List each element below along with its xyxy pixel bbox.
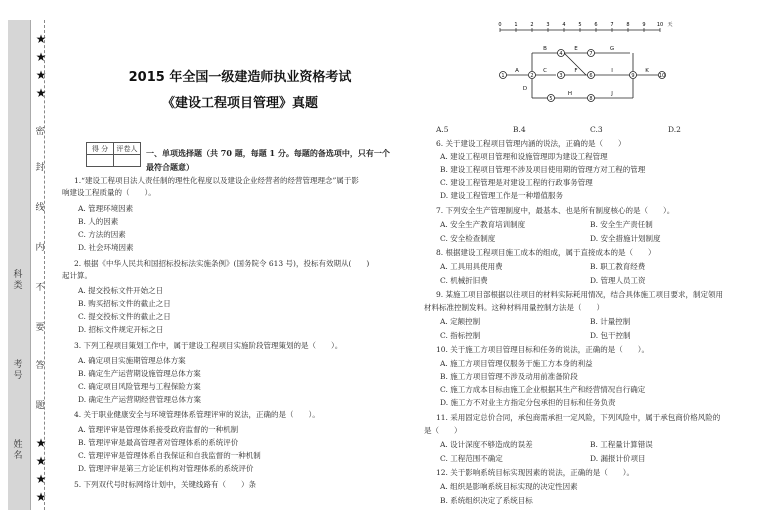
question-8-option[interactable]: B. 职工教育经费	[590, 262, 646, 271]
question-7-option[interactable]: D. 安全措施计划制度	[590, 234, 661, 243]
node-label: 4	[559, 51, 563, 57]
activity-label: B	[543, 46, 547, 52]
seal-char: 答	[35, 361, 45, 371]
node-label: 3	[559, 73, 563, 79]
question-1-option[interactable]: C. 方法的因素	[78, 230, 126, 239]
seal-char: 线	[35, 203, 45, 213]
activity-label: I	[611, 68, 613, 74]
question-10-option[interactable]: B. 施工方项目管理不涉及动用前准备阶段	[440, 372, 578, 381]
question-9-stem-cont: 材料标准控制发料。这种材料用量控制方法是（ ）	[424, 303, 604, 312]
time-scale-label: 10	[656, 22, 664, 28]
star-column-top: ★ ★ ★ ★	[35, 32, 47, 100]
time-scale-label: 3	[546, 22, 550, 28]
page-title: 2015 年全国一级建造师执业资格考试	[128, 70, 352, 85]
question-4-option[interactable]: C. 管理评审是管理体系自我保证和自我监督的一种机制	[78, 451, 261, 460]
activity-label: F	[574, 68, 578, 74]
activity-label: C	[543, 68, 547, 74]
time-scale-label: 8	[626, 22, 630, 28]
score-label: 得 分	[87, 143, 114, 155]
question-7-option[interactable]: C. 安全检查制度	[440, 234, 496, 243]
question-1-option[interactable]: A. 管理环境因素	[78, 204, 134, 213]
time-scale-label: 6	[594, 22, 598, 28]
question-10-option[interactable]: A. 施工方项目管理仅服务于施工方本身的利益	[440, 359, 593, 368]
time-scale-label: 0	[498, 22, 502, 28]
network-diagram	[490, 20, 690, 120]
grader-cell[interactable]	[114, 155, 141, 167]
question-8-option[interactable]: A. 工具用具使用费	[440, 262, 503, 271]
question-5-option[interactable]: B.4	[513, 125, 526, 134]
question-5-option[interactable]: C.3	[590, 125, 603, 134]
seal-char: 内	[35, 243, 45, 253]
question-9-option[interactable]: C. 指标控制	[440, 331, 481, 340]
seal-char: 密	[35, 127, 45, 137]
question-2-stem-cont: 起计算。	[62, 271, 92, 280]
question-4-stem: 4. 关于职业健康安全与环境管理体系管理评审的说法，正确的是（ ）。	[74, 410, 320, 419]
question-11-option[interactable]: D. 漏报计价项目	[590, 454, 646, 463]
question-7-option[interactable]: B. 安全生产责任制	[590, 220, 653, 229]
grader-label: 评卷人	[114, 143, 141, 155]
time-scale-label: 1	[514, 22, 518, 28]
activity-label: H	[567, 91, 573, 97]
question-3-stem: 3. 下列工程项目策划工作中，属于建设工程项目实施阶段管理策划的是（ ）。	[74, 341, 343, 350]
time-scale-label: 天	[667, 22, 673, 28]
node-label: 7	[589, 51, 593, 57]
seal-char: 题	[35, 401, 45, 411]
question-9-option[interactable]: B. 计量控制	[590, 317, 631, 326]
node-label: 5	[549, 96, 553, 102]
node-label: 1	[501, 73, 505, 79]
question-4-option[interactable]: B. 管理评审是最高管理者对管理体系的系统评价	[78, 438, 239, 447]
question-1-stem: 1.“建设工程项目法人责任制的理性化程度以及建设企业经营者的经营管理理念”属于影	[74, 176, 359, 185]
network-nodes	[500, 50, 666, 102]
question-11-option[interactable]: C. 工程范围不确定	[440, 454, 503, 463]
activity-label: G	[609, 46, 615, 52]
activity-label: E	[574, 46, 578, 52]
node-label: 8	[589, 96, 593, 102]
question-12-option[interactable]: B. 系统组织决定了系统目标	[440, 496, 533, 505]
question-11-stem: 11. 采用固定总价合同，承包商需承担一定风险，下列风险中，属于承包商价格风险的	[436, 413, 721, 422]
seal-char: 不	[35, 283, 45, 293]
question-11-option[interactable]: B. 工程量计算错误	[590, 440, 653, 449]
node-label: 9	[631, 73, 635, 79]
question-1-option[interactable]: B. 人的因素	[78, 217, 119, 226]
seal-char: 封	[35, 163, 45, 173]
field-label-exam-number: 考号	[13, 360, 23, 381]
question-1-option[interactable]: D. 社会环境因素	[78, 243, 134, 252]
node-label: 10	[658, 73, 666, 79]
activity-label: A	[515, 68, 519, 74]
question-2-option[interactable]: A. 提交投标文件开始之日	[78, 286, 164, 295]
question-4-option[interactable]: A. 管理评审是管理体系接受政府监督的一种机制	[78, 425, 239, 434]
time-scale-label: 4	[562, 22, 566, 28]
node-label: 2	[530, 73, 534, 79]
time-scale-label: 2	[530, 22, 534, 28]
question-5-stem: 5. 下列双代号时标网络计划中，关键线路有（ ）条	[74, 480, 257, 489]
question-3-option[interactable]: C. 确定项目风险管理与工程保险方案	[78, 382, 201, 391]
activity-label: J	[611, 91, 613, 97]
question-9-option[interactable]: D. 包干控制	[590, 331, 631, 340]
field-label-category: 科类	[13, 270, 23, 291]
question-8-option[interactable]: C. 机械折旧费	[440, 276, 488, 285]
section-heading: 一、单项选择题（共 70 题，每题 1 分。每题的备选项中，只有一个最符合题意）	[146, 148, 390, 172]
activity-label: D	[522, 86, 528, 92]
page-subtitle: 《建设工程项目管理》真题	[161, 96, 318, 111]
question-12-option[interactable]: A. 组织是影响系统目标实现的决定性因素	[440, 482, 578, 491]
question-12-stem: 12. 关于影响系统目标实现因素的说法，正确的是（ ）。	[436, 468, 635, 477]
question-8-stem: 8. 根据建设工程项目施工成本的组成，属于直接成本的是（ ）	[436, 248, 656, 257]
time-scale-label: 5	[578, 22, 582, 28]
question-8-option[interactable]: D. 管理人员工资	[590, 276, 646, 285]
node-labels	[501, 51, 665, 102]
question-2-option[interactable]: C. 提交投标文件的截止之日	[78, 312, 171, 321]
question-5-option[interactable]: A.5	[436, 125, 449, 134]
time-scale-label: 9	[642, 22, 646, 28]
question-10-stem: 10. 关于施工方项目管理目标和任务的说法，正确的是（ ）。	[436, 345, 650, 354]
question-6-option[interactable]: B. 建设工程项目管理不涉及项目使用期的管理方对工程的管理	[440, 165, 646, 174]
question-3-option[interactable]: D. 确定生产运营期经营管理总体方案	[78, 395, 202, 404]
question-6-stem: 6. 关于建设工程项目管理内涵的说法，正确的是（ ）	[436, 139, 626, 148]
question-9-option[interactable]: A. 定额控制	[440, 317, 481, 326]
question-7-stem: 7. 下列安全生产管理制度中，最基本、也是所有制度核心的是（ ）。	[436, 206, 675, 215]
question-9-stem: 9. 某施工项目部根据以往项目的材料实际耗用情况，结合具体施工项目要求，制定领用	[436, 290, 724, 299]
star-column-bottom: ★ ★ ★ ★	[35, 436, 47, 504]
activity-label: K	[645, 68, 649, 74]
question-7-option[interactable]: A. 安全生产教育培训制度	[440, 220, 526, 229]
question-6-option[interactable]: A. 建设工程项目管理和设施管理即为建设工程管理	[440, 152, 608, 161]
question-5-option[interactable]: D.2	[668, 125, 681, 134]
question-2-option[interactable]: D. 招标文件规定开标之日	[78, 325, 164, 334]
question-4-option[interactable]: D. 管理评审是第三方论证机构对管理体系的系统评价	[78, 464, 254, 473]
question-10-option[interactable]: D. 施工方不对业主方指定分包承担的目标和任务负责	[440, 398, 616, 407]
question-3-option[interactable]: B. 确定生产运营期设施管理总体方案	[78, 369, 201, 378]
score-box	[86, 142, 141, 167]
question-3-option[interactable]: A. 确定项目实施期管理总体方案	[78, 356, 186, 365]
question-2-option[interactable]: B. 购买招标文件的截止之日	[78, 299, 171, 308]
question-2-stem: 2. 根据《中华人民共和国招标投标法实施条例》(国务院令 613 号)，投标有效期从( )	[74, 259, 370, 268]
field-label-name: 姓名	[13, 440, 23, 461]
question-11-stem-cont: 是（ ）	[424, 426, 462, 435]
node-label: 6	[589, 73, 593, 79]
score-cell[interactable]	[87, 155, 114, 167]
question-1-stem-cont: 响建设工程质量的（ ）。	[62, 188, 156, 197]
question-10-option[interactable]: C. 施工方成本目标由施工企业根据其生产和经营情况自行确定	[440, 385, 646, 394]
question-6-option[interactable]: D. 建设工程管理工作是一种增值服务	[440, 191, 564, 200]
seal-char: 要	[35, 323, 45, 333]
question-11-option[interactable]: A. 设计深度不够造成的误差	[440, 440, 533, 449]
binding-strip	[8, 20, 31, 510]
question-6-option[interactable]: C. 建设工程管理是对建设工程的行政事务管理	[440, 178, 593, 187]
time-scale-label: 7	[610, 22, 614, 28]
